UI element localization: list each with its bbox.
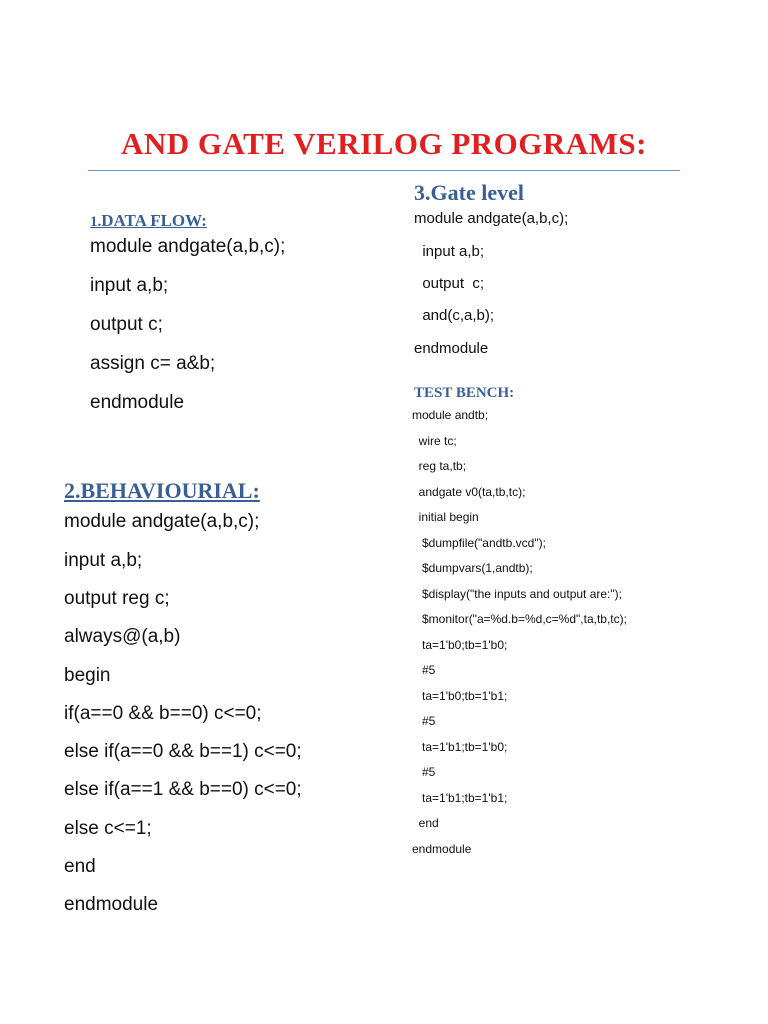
code-line: ta=1'b0;tb=1'b0; (412, 638, 508, 652)
dataflow-heading (90, 211, 207, 231)
code-line: output reg c; (64, 588, 170, 609)
code-line: reg ta,tb; (412, 459, 467, 473)
gate-level-heading: 3.Gate level (414, 180, 524, 205)
code-line: andgate v0(ta,tb,tc); (412, 485, 526, 499)
code-line: output c; (90, 314, 163, 335)
code-line: module andgate(a,b,c); (414, 210, 569, 227)
code-line: $monitor("a=%d.b=%d,c=%d",ta,tb,tc); (412, 612, 627, 626)
code-line: and(c,a,b); (414, 307, 495, 324)
code-line: ta=1'b0;tb=1'b1; (412, 689, 508, 703)
code-line: else if(a==1 && b==0) c<=0; (64, 779, 302, 800)
code-line: module andtb; (412, 408, 489, 422)
code-line: ta=1'b1;tb=1'b0; (412, 740, 508, 754)
code-line: endmodule (64, 894, 159, 915)
code-line: input a,b; (90, 275, 169, 296)
code-line: else c<=1; (64, 818, 152, 839)
code-line: $display("the inputs and output are:"); (412, 587, 622, 601)
code-line: end (64, 856, 96, 877)
code-line: output c; (414, 275, 485, 292)
test-bench-heading: TEST BENCH: (414, 385, 515, 401)
page-title: AND GATE VERILOG PROGRAMS: (121, 126, 647, 161)
code-line: module andgate(a,b,c); (64, 511, 260, 532)
code-line: endmodule (412, 842, 472, 856)
code-line: assign c= a&b; (90, 353, 216, 374)
code-line: #5 (412, 663, 436, 677)
code-line: initial begin (412, 510, 479, 524)
code-line: ta=1'b1;tb=1'b1; (412, 791, 508, 805)
dataflow-heading-text: DATA FLOW: (101, 211, 207, 230)
code-line: always@(a,b) (64, 626, 181, 647)
behavioural-heading: 2.BEHAVIOURIAL: (64, 478, 260, 503)
code-line: begin (64, 665, 111, 686)
title-divider (88, 170, 680, 171)
code-line: #5 (412, 714, 436, 728)
code-line: #5 (412, 765, 436, 779)
code-line: endmodule (90, 392, 185, 413)
code-line: input a,b; (414, 243, 485, 260)
code-line: else if(a==0 && b==1) c<=0; (64, 741, 302, 762)
code-line: $dumpfile("andtb.vcd"); (412, 536, 546, 550)
code-line: wire tc; (412, 434, 457, 448)
code-line: if(a==0 && b==0) c<=0; (64, 703, 262, 724)
code-line: end (412, 816, 439, 830)
code-line: endmodule (414, 340, 489, 357)
dataflow-heading-number: 1. (90, 214, 102, 230)
code-line: $dumpvars(1,andtb); (412, 561, 533, 575)
code-line: input a,b; (64, 550, 143, 571)
code-line: module andgate(a,b,c); (90, 236, 286, 257)
